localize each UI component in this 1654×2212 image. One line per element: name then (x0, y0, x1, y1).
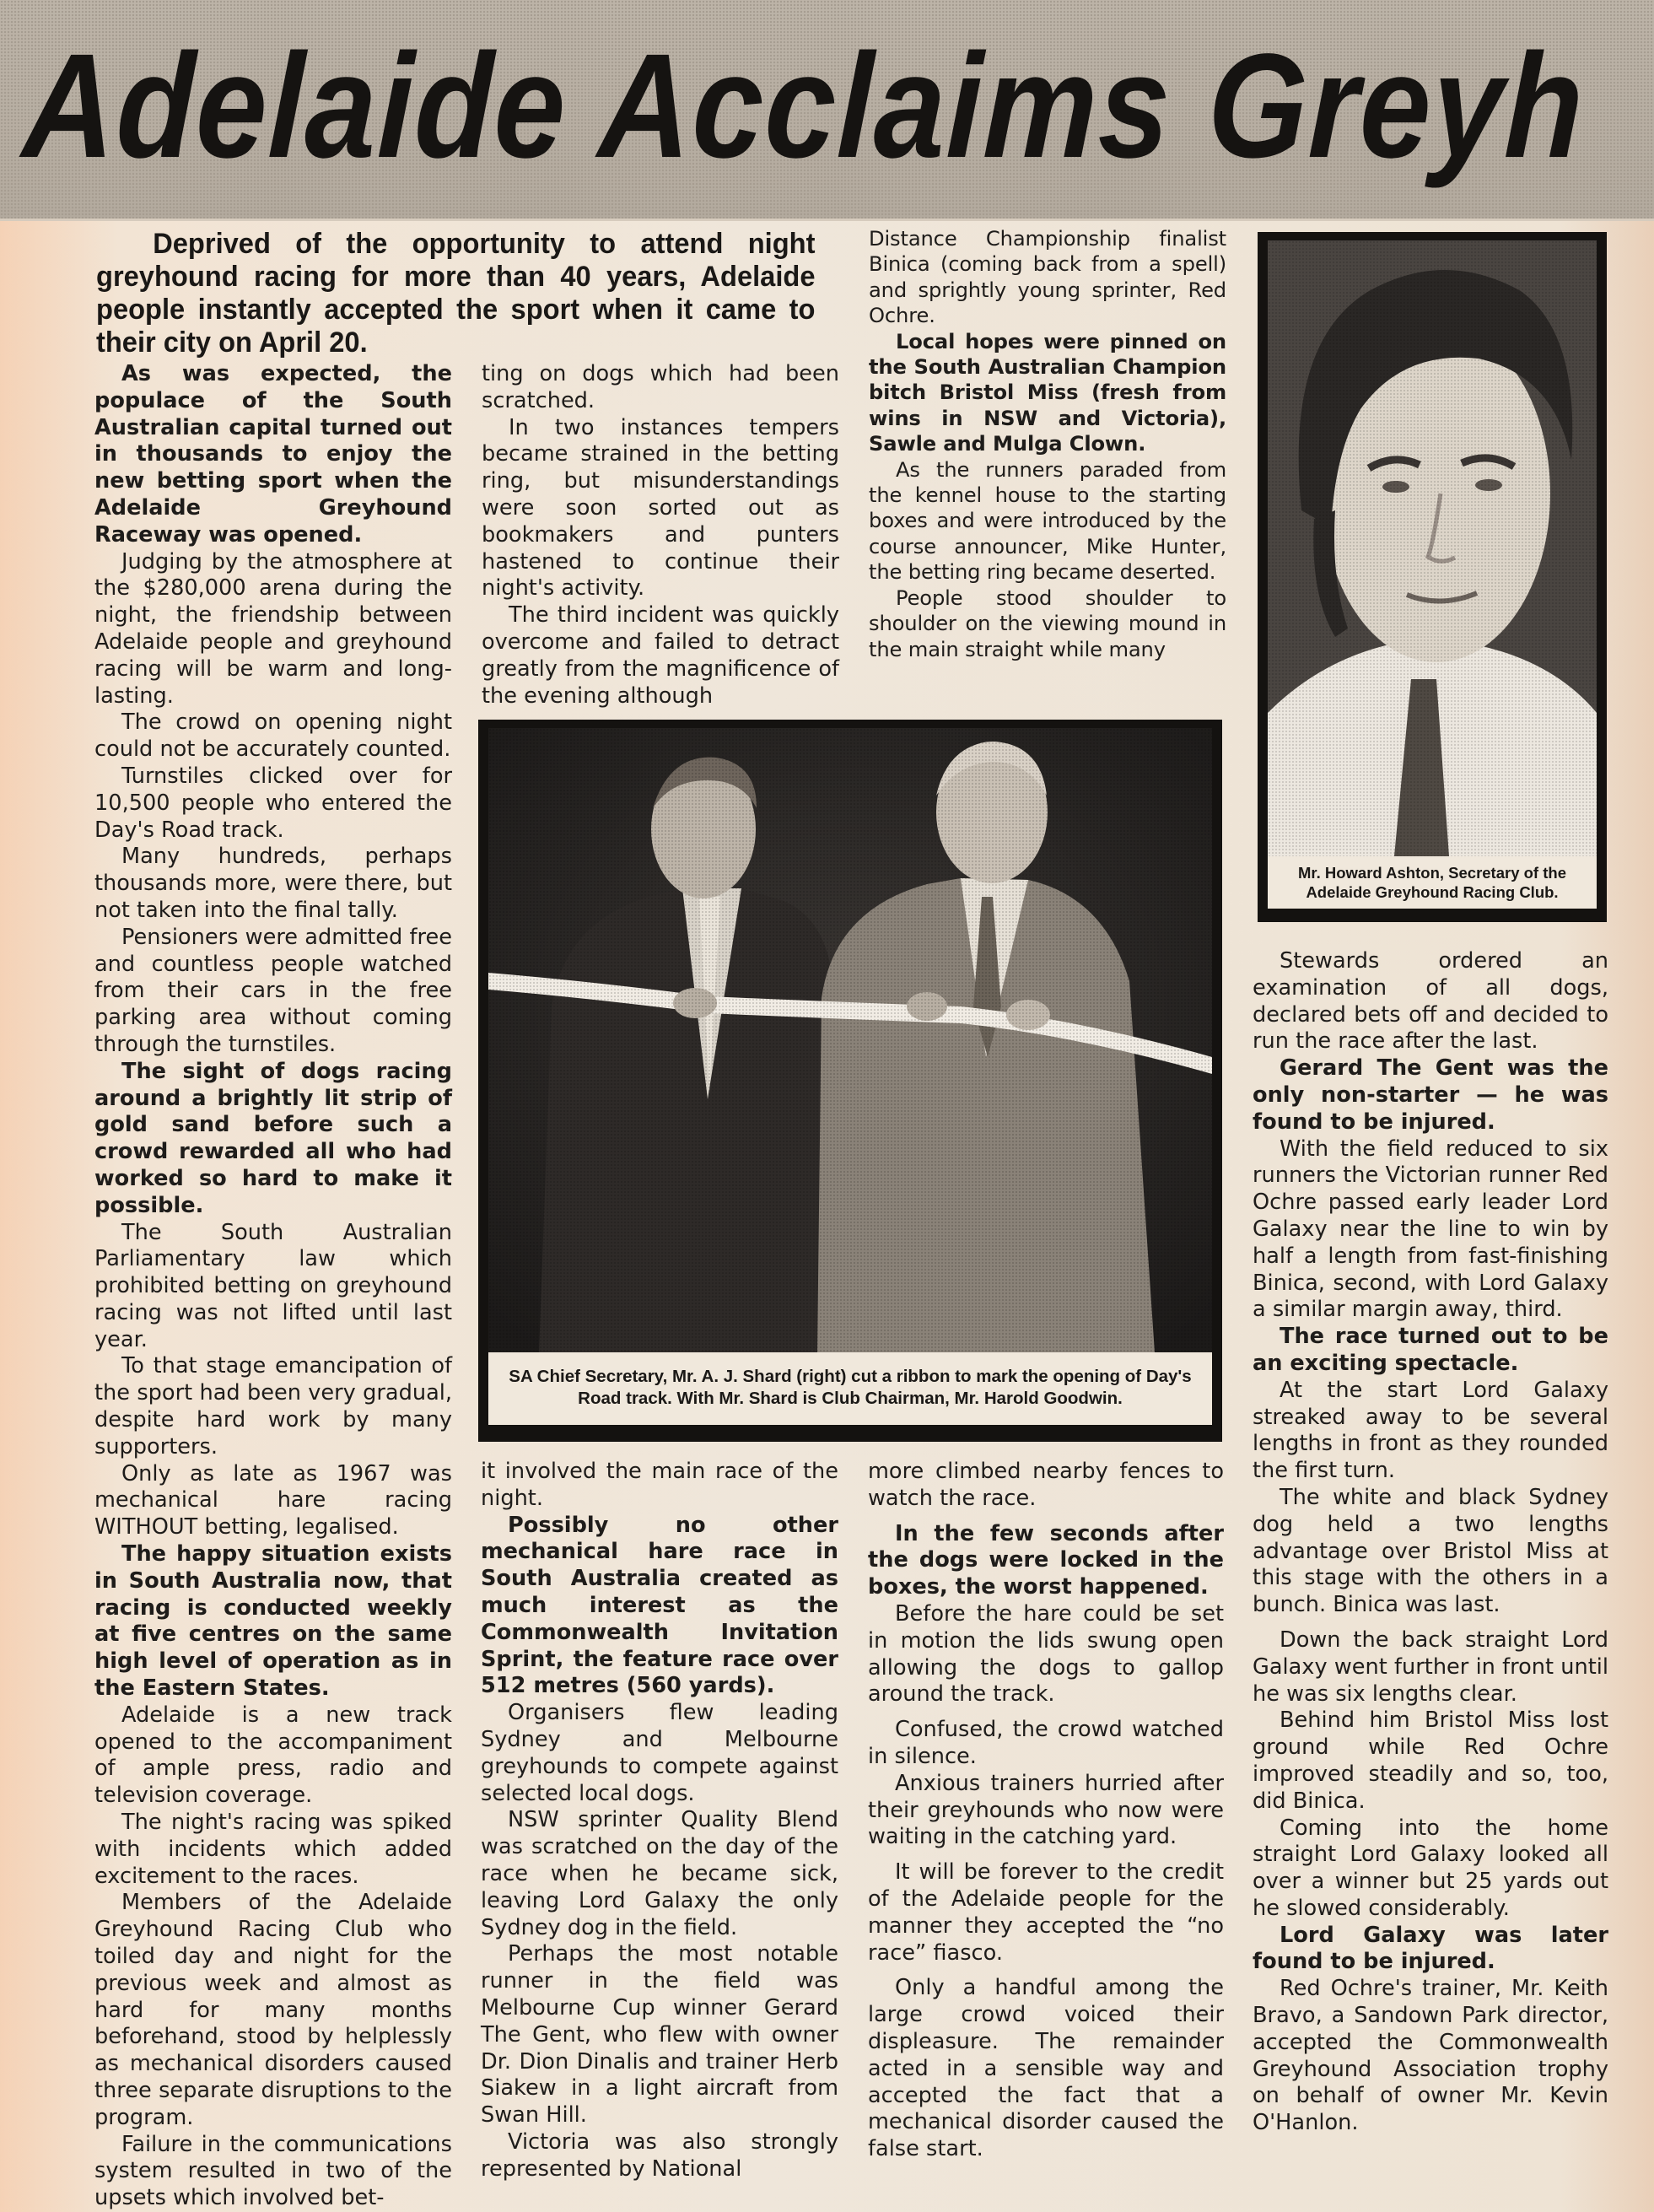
article-paragraph-bold: The happy situation exists in South Australia now, that racing is conducted weekly at five centres on the same high level of operation as in the Eastern States. (94, 1541, 452, 1702)
article-column-2-top (482, 361, 839, 709)
article-paragraph: Before the hare could be set in motion the lids swung open allowing the dogs to gallop around the track. (868, 1600, 1224, 1708)
article-paragraph: To that stage emancipation of the sport had been very gradual, despite hard work by many supporters. (94, 1353, 452, 1459)
ribbon-photo-caption: SA Chief Secretary, Mr. A. J. Shard (right) cut a ribbon to mark the opening of Day's Road track. With Mr. Shard is Club Chairman, Mr. Harold Goodwin. (488, 1352, 1212, 1425)
article-column-1 (94, 361, 452, 2212)
article-paragraph-bold: Lord Galaxy was later found to be injured. (1253, 1922, 1608, 1975)
article-paragraph: Adelaide is a new track opened to the accompaniment of ample press, radio and television coverage. (94, 1702, 452, 1809)
article-paragraph: Down the back straight Lord Galaxy went further in front until he was six lengths clear. (1253, 1627, 1608, 1707)
article-paragraph: The South Australian Parliamentary law which prohibited betting on greyhound racing was not lifted until last year. (94, 1219, 452, 1352)
portrait-photo-caption: Mr. Howard Ashton, Secretary of the Adelaide Greyhound Racing Club. (1268, 856, 1597, 909)
article-paragraph: Organisers flew leading Sydney and Melbourne greyhounds to compete against selected local dogs. (481, 1700, 838, 1806)
article-paragraph: Only a handful among the large crowd voiced their displeasure. The remainder acted in a sensible way and accepted the fact that a mechanical disorder caused the false start. (868, 1975, 1224, 2162)
article-paragraph-bold: The sight of dogs racing around a brightly lit strip of gold sand before such a crowd rewarded all who had worked so hard to make it possible. (94, 1058, 452, 1218)
article-paragraph: Distance Championship finalist Binica (coming back from a spell) and sprightly young sprinter, Red Ochre. (869, 227, 1226, 328)
headline: Adelaide Acclaims Greyh (20, 24, 1587, 189)
article-paragraph: Victoria was also strongly represented by National (481, 2128, 838, 2182)
article-paragraph: Failure in the communications system resulted in two of the upsets which involved bet- (94, 2131, 452, 2211)
article-paragraph: It will be forever to the credit of the Adelaide people for the manner they accepted the “no race” fiasco. (868, 1859, 1224, 1966)
article-paragraph: Turnstiles clicked over for 10,500 people who entered the Day's Road track. (94, 763, 452, 843)
article-paragraph: Stewards ordered an examination of all dogs, declared bets off and decided to run the race after the last. (1253, 948, 1608, 1055)
article-paragraph: With the field reduced to six runners the Victorian runner Red Ochre passed early leader Lord Galaxy near the line to win by half a length from fast-finishing Binica, second, with Lord Galaxy a similar margin away, third. (1253, 1136, 1608, 1323)
article-paragraph: NSW sprinter Quality Blend was scratched on the day of the race when he became sick, leaving Lord Galaxy the only Sydney dog in the field. (481, 1807, 838, 1940)
article-paragraph-bold: Possibly no other mechanical hare race in South Australia created as much interest as the Commonwealth Invitation Sprint, the feature race over 512 metres (560 yards). (481, 1512, 838, 1699)
article-paragraph: Only as late as 1967 was mechanical hare racing WITHOUT betting, legalised. (94, 1460, 452, 1540)
article-paragraph: Perhaps the most notable runner in the field was Melbourne Cup winner Gerard The Gent, who flew with owner Dr. Dion Dinalis and trainer Herb Siakew in a light aircraft from Swan Hill. (481, 1941, 838, 2128)
article-paragraph-bold: As was expected, the populace of the South Australian capital turned out in thousands to enjoy the new betting sport when the Adelaide Greyhound Raceway was opened. (94, 361, 452, 548)
article-paragraph: Anxious trainers hurried after their greyhounds who now were waiting in the catching yard. (868, 1770, 1224, 1850)
article-paragraph-bold: Gerard The Gent was the only non-starter — he was found to be injured. (1253, 1055, 1608, 1135)
article-paragraph: Confused, the crowd watched in silence. (868, 1717, 1224, 1769)
article-paragraph: Pensioners were admitted free and countless people watched from their cars in the free parking area without coming through the turnstiles. (94, 924, 452, 1057)
article-paragraph: People stood shoulder to shoulder on the viewing mound in the main straight while many (869, 585, 1226, 661)
article-paragraph: Judging by the atmosphere at the $280,000 arena during the night, the friendship between Adelaide people and greyhound racing will be warm and long-lasting. (94, 548, 452, 709)
article-paragraph: Red Ochre's trainer, Mr. Keith Bravo, a Sandown Park director, accepted the Commonwealth Greyhound Association trophy on behalf of owner Mr. Kevin O'Hanlon. (1253, 1976, 1608, 2136)
article-paragraph: it involved the main race of the night. (481, 1459, 838, 1511)
article-column-3-bottom (868, 1459, 1224, 2163)
article-paragraph: Many hundreds, perhaps thousands more, were there, but not taken into the final tally. (94, 844, 452, 923)
article-paragraph-bold: Local hopes were pinned on the South Australian Champion bitch Bristol Miss (fresh from wins in NSW and Victoria), Sawle and Mulga Clown. (869, 329, 1226, 456)
article-paragraph: The night's racing was spiked with incidents which added excitement to the races. (94, 1810, 452, 1889)
article-paragraph-bold: The race turned out to be an exciting spectacle. (1253, 1324, 1608, 1376)
headline-banner (0, 0, 1654, 221)
ribbon-photo-frame (478, 720, 1222, 1442)
howard-ashton-portrait (1268, 240, 1597, 856)
article-column-2-bottom (481, 1459, 838, 2183)
article-paragraph: At the start Lord Galaxy streaked away to be several lengths in front as they rounded the first turn. (1253, 1377, 1608, 1484)
article-column-4 (1253, 948, 1608, 2137)
article-paragraph-bold: In the few seconds after the dogs were locked in the boxes, the worst happened. (868, 1520, 1224, 1600)
article-paragraph: Coming into the home straight Lord Galaxy looked all over a winner but 25 yards out he slowed considerably. (1253, 1815, 1608, 1921)
portrait-photo-frame (1258, 232, 1607, 922)
article-column-3-top (869, 226, 1226, 662)
article-paragraph: Behind him Bristol Miss lost ground while Red Ochre improved steadily and so, too, did Binica. (1253, 1708, 1608, 1814)
article-paragraph: The crowd on opening night could not be accurately counted. (94, 709, 452, 763)
article-paragraph: As the runners paraded from the kennel house to the starting boxes and were introduced by the course announcer, Mike Hunter, the betting ring became deserted. (869, 457, 1226, 585)
article-paragraph: more climbed nearby fences to watch the race. (868, 1459, 1224, 1511)
article-paragraph: Members of the Adelaide Greyhound Racing Club who toiled day and night for the previous week and almost as hard for many months beforehand, stood by helplessly as mechanical disorders caused three separate disruptions to the program. (94, 1890, 452, 2130)
article-paragraph: ting on dogs which had been scratched. (482, 361, 839, 413)
article-paragraph: In two instances tempers became strained in the betting ring, but misunderstandings were soon sorted out as bookmakers and punters hastened to continue their night's activity. (482, 414, 839, 602)
article-paragraph: The third incident was quickly overcome and failed to detract greatly from the magnificence of the evening although (482, 602, 839, 709)
standfirst: Deprived of the opportunity to attend night greyhound racing for more than 40 years, Adelaide people instantly accepted the sport when it came to their city on April 20. (96, 228, 816, 359)
article-paragraph: The white and black Sydney dog held a two lengths advantage over Bristol Miss at this stage with the others in a bunch. Binica was last. (1253, 1484, 1608, 1618)
ribbon-cutting-photo (488, 728, 1212, 1352)
